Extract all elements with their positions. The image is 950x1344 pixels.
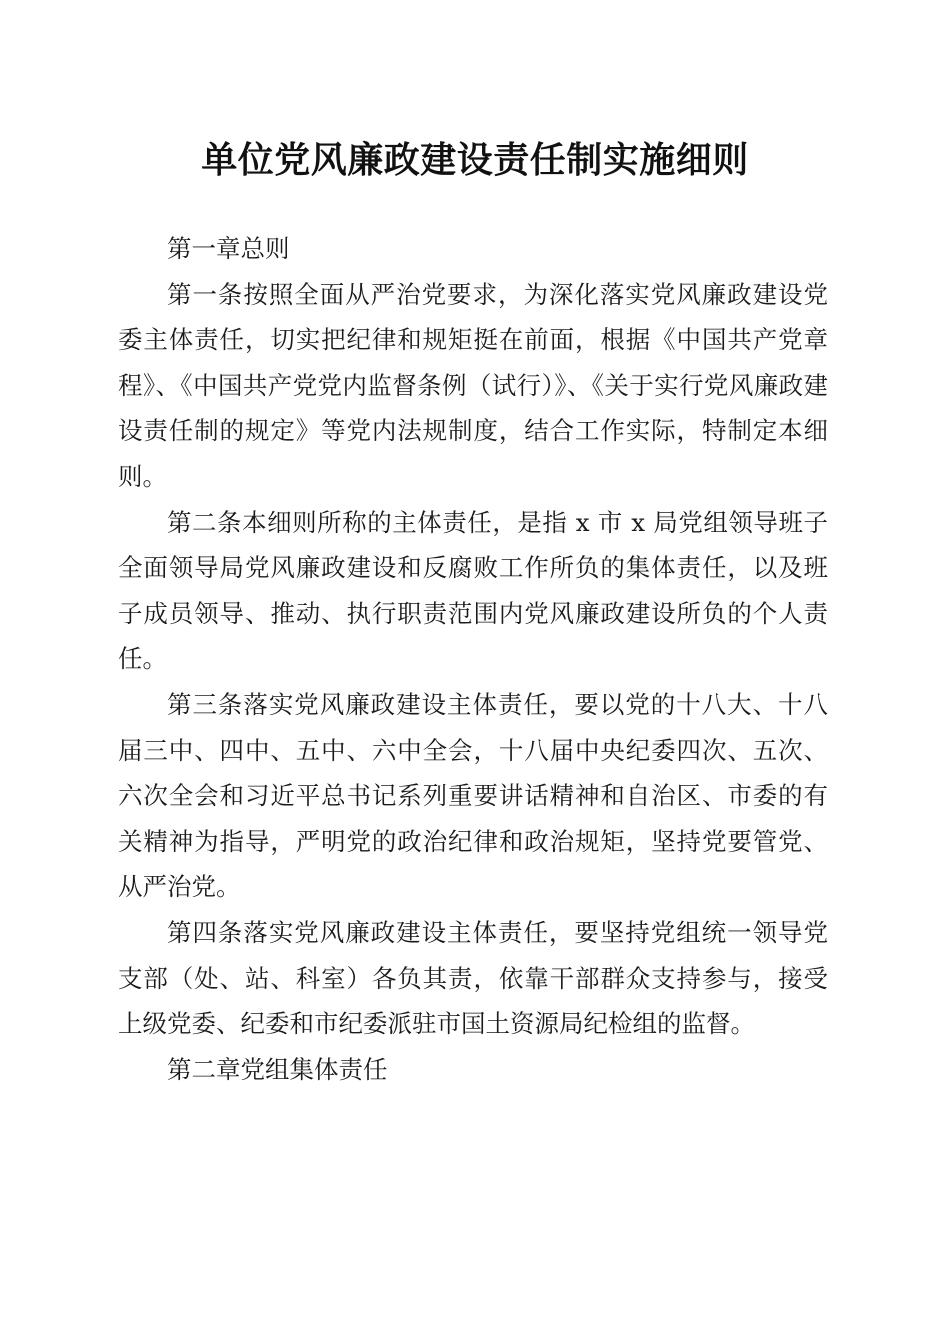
article-paragraph: 第三条落实党风廉政建设主体责任，要以党的十八大、十八届三中、四中、五中、六中全会，十八届中央纪委四次、五次、六次全会和习近平总书记系列重要讲话精神和自治区、市委的有关精神为指导，严明党的政治纪律和政治规矩，坚持党要管党、从严治党。 xyxy=(118,689,828,902)
article-paragraph: 第二条本细则所称的主体责任，是指 x 市 x 局党组领导班子全面领导局党风廉政建设和反腐败工作所负的集体责任，以及班子成员领导、推动、执行职责范围内党风廉政建设所负的个人责任。 xyxy=(118,507,828,674)
chapter-heading: 第一章总则 xyxy=(167,234,290,263)
chapter-heading: 第二章党组集体责任 xyxy=(167,1054,388,1084)
document-body xyxy=(118,226,828,1092)
article-paragraph: 第一条按照全面从严治党要求，为深化落实党风廉政建设党委主体责任，切实把纪律和规矩挺在前面，根据《中国共产党章程》、《中国共产党党内监督条例（试行）》、《关于实行党风廉政建设责任制的规定》等党内法规制度，结合工作实际，特制定本细则。 xyxy=(118,279,828,491)
document-title: 单位党风廉政建设责任制实施细则 xyxy=(201,139,749,181)
article-paragraph: 第四条落实党风廉政建设主体责任，要坚持党组统一领导党支部（处、站、科室）各负其责，依靠干部群众支持参与，接受上级党委、纪委和市纪委派驻市国土资源局纪检组的监督。 xyxy=(118,917,828,1039)
